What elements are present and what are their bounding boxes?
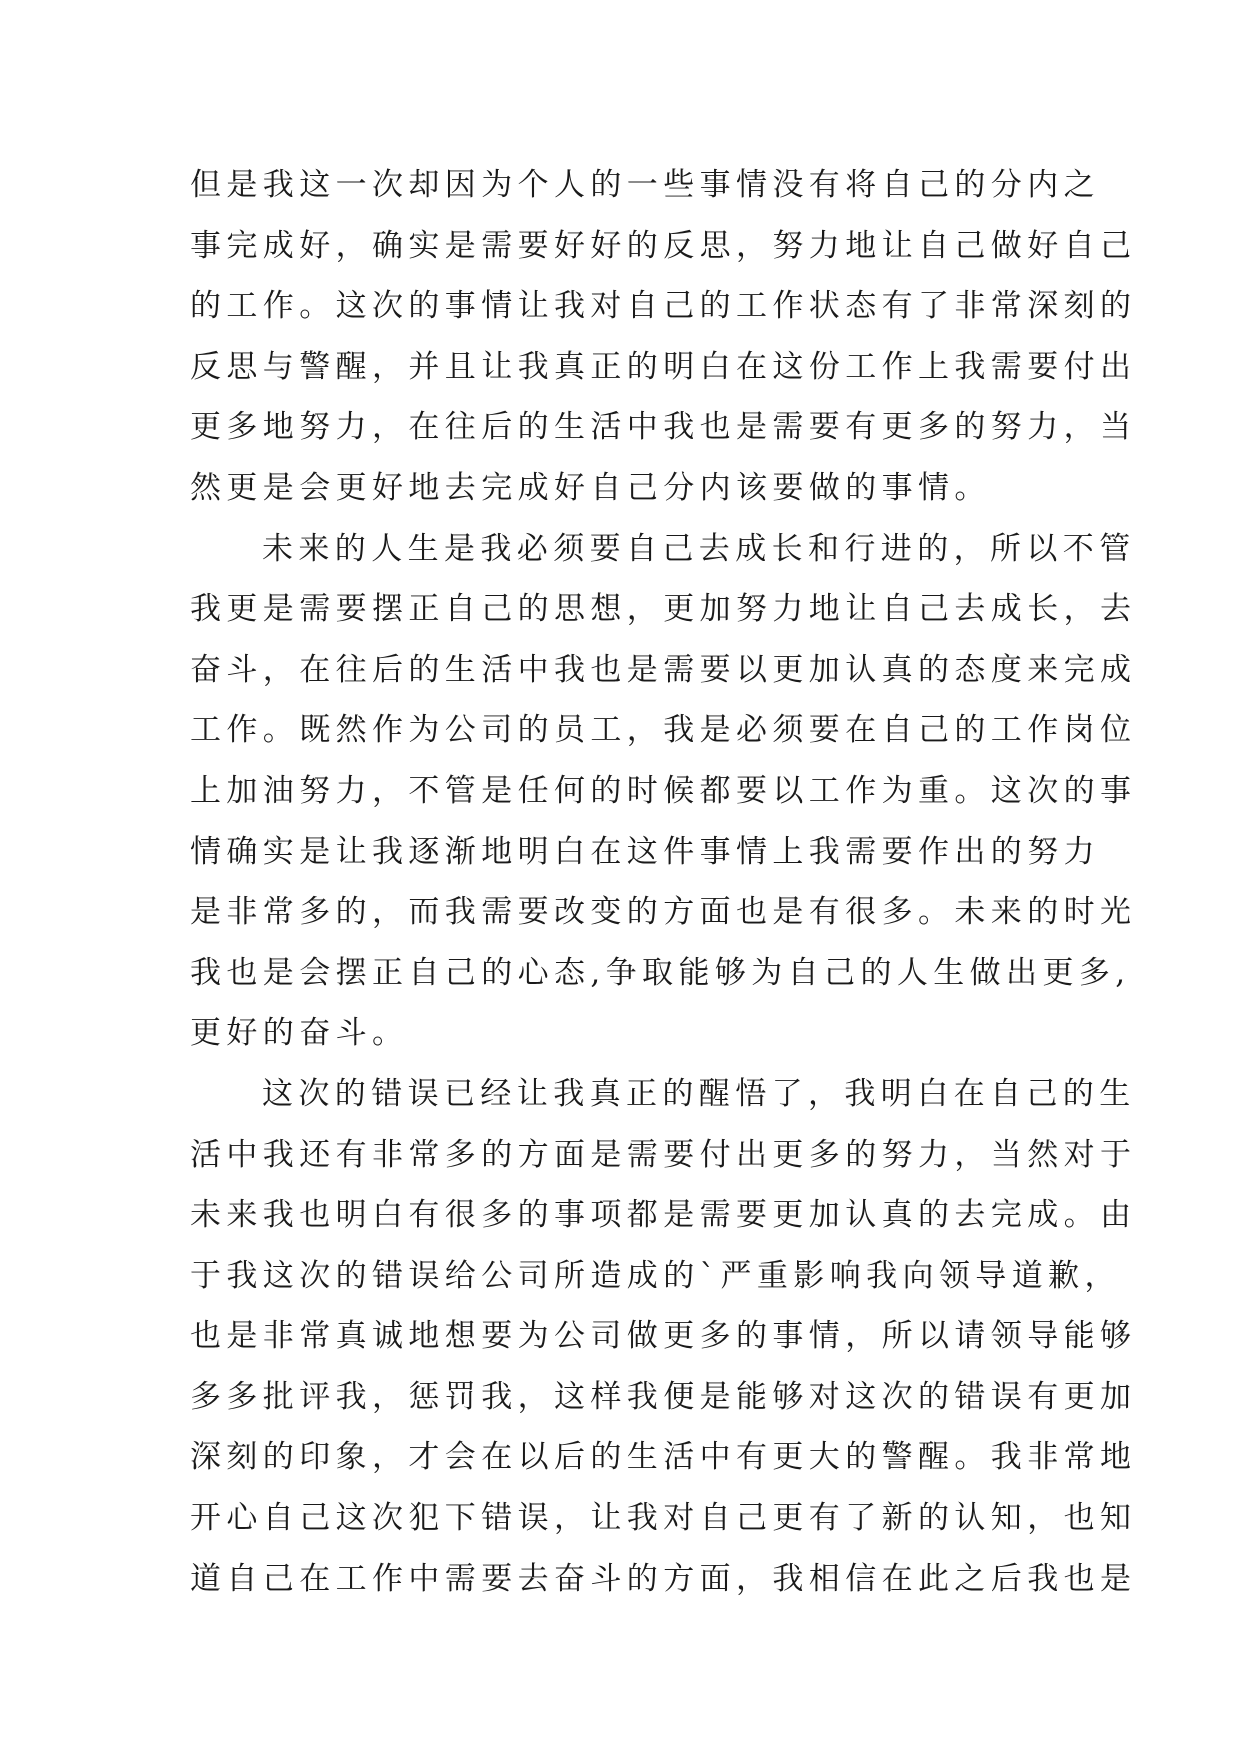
text-line: 的工作。这次的事情让我对自己的工作状态有了非常深刻的 — [190, 288, 1137, 325]
paragraph-first-line: 这次的错误已经让我真正的醒悟了，我明白在自己的生 — [262, 1075, 1136, 1112]
text-line: 奋斗，在往后的生活中我也是需要以更加认真的态度来完成 — [190, 651, 1137, 688]
text-line: 工作。既然作为公司的员工，我是必须要在自己的工作岗位 — [190, 712, 1137, 749]
text-line: 开心自己这次犯下错误，让我对自己更有了新的认知，也知 — [190, 1500, 1137, 1537]
text-line: 未来我也明白有很多的事项都是需要更加认真的去完成。由 — [190, 1197, 1137, 1234]
text-line: 多多批评我，惩罚我，这样我便是能够对这次的错误有更加 — [190, 1378, 1137, 1415]
text-line: 更好的奋斗。 — [190, 1015, 409, 1052]
text-line: 情确实是让我逐渐地明白在这件事情上我需要作出的努力 — [190, 833, 1100, 870]
text-line: 事完成好，确实是需要好好的反思，努力地让自己做好自己 — [190, 227, 1137, 264]
text-line: 上加油努力，不管是任何的时候都要以工作为重。这次的事 — [190, 772, 1137, 809]
text-line: 深刻的印象，才会在以后的生活中有更大的警醒。我非常地 — [190, 1439, 1137, 1476]
text-line: 道自己在工作中需要去奋斗的方面，我相信在此之后我也是 — [190, 1560, 1137, 1597]
text-line: 我也是会摆正自己的心态,争取能够为自己的人生做出更多, — [190, 954, 1131, 991]
document-body — [190, 155, 1137, 1609]
text-line: 但是我这一次却因为个人的一些事情没有将自己的分内之 — [190, 167, 1100, 203]
text-line: 然更是会更好地去完成好自己分内该要做的事情。 — [190, 469, 991, 506]
text-line: 是非常多的，而我需要改变的方面也是有很多。未来的时光 — [190, 894, 1137, 931]
text-line: 也是非常真诚地想要为公司做更多的事情，所以请领导能够 — [190, 1318, 1137, 1355]
text-line: 活中我还有非常多的方面是需要付出更多的努力，当然对于 — [190, 1136, 1137, 1173]
text-line: 反思与警醒，并且让我真正的明白在这份工作上我需要付出 — [190, 348, 1137, 385]
text-line: 我更是需要摆正自己的思想，更加努力地让自己去成长，去 — [190, 591, 1137, 628]
paragraph-first-line: 未来的人生是我必须要自己去成长和行进的，所以不管 — [262, 530, 1136, 567]
text-line: 于我这次的错误给公司所造成的`严重影响我向领导道歉， — [190, 1257, 1121, 1294]
text-line: 更多地努力，在往后的生活中我也是需要有更多的努力，当 — [190, 409, 1137, 446]
